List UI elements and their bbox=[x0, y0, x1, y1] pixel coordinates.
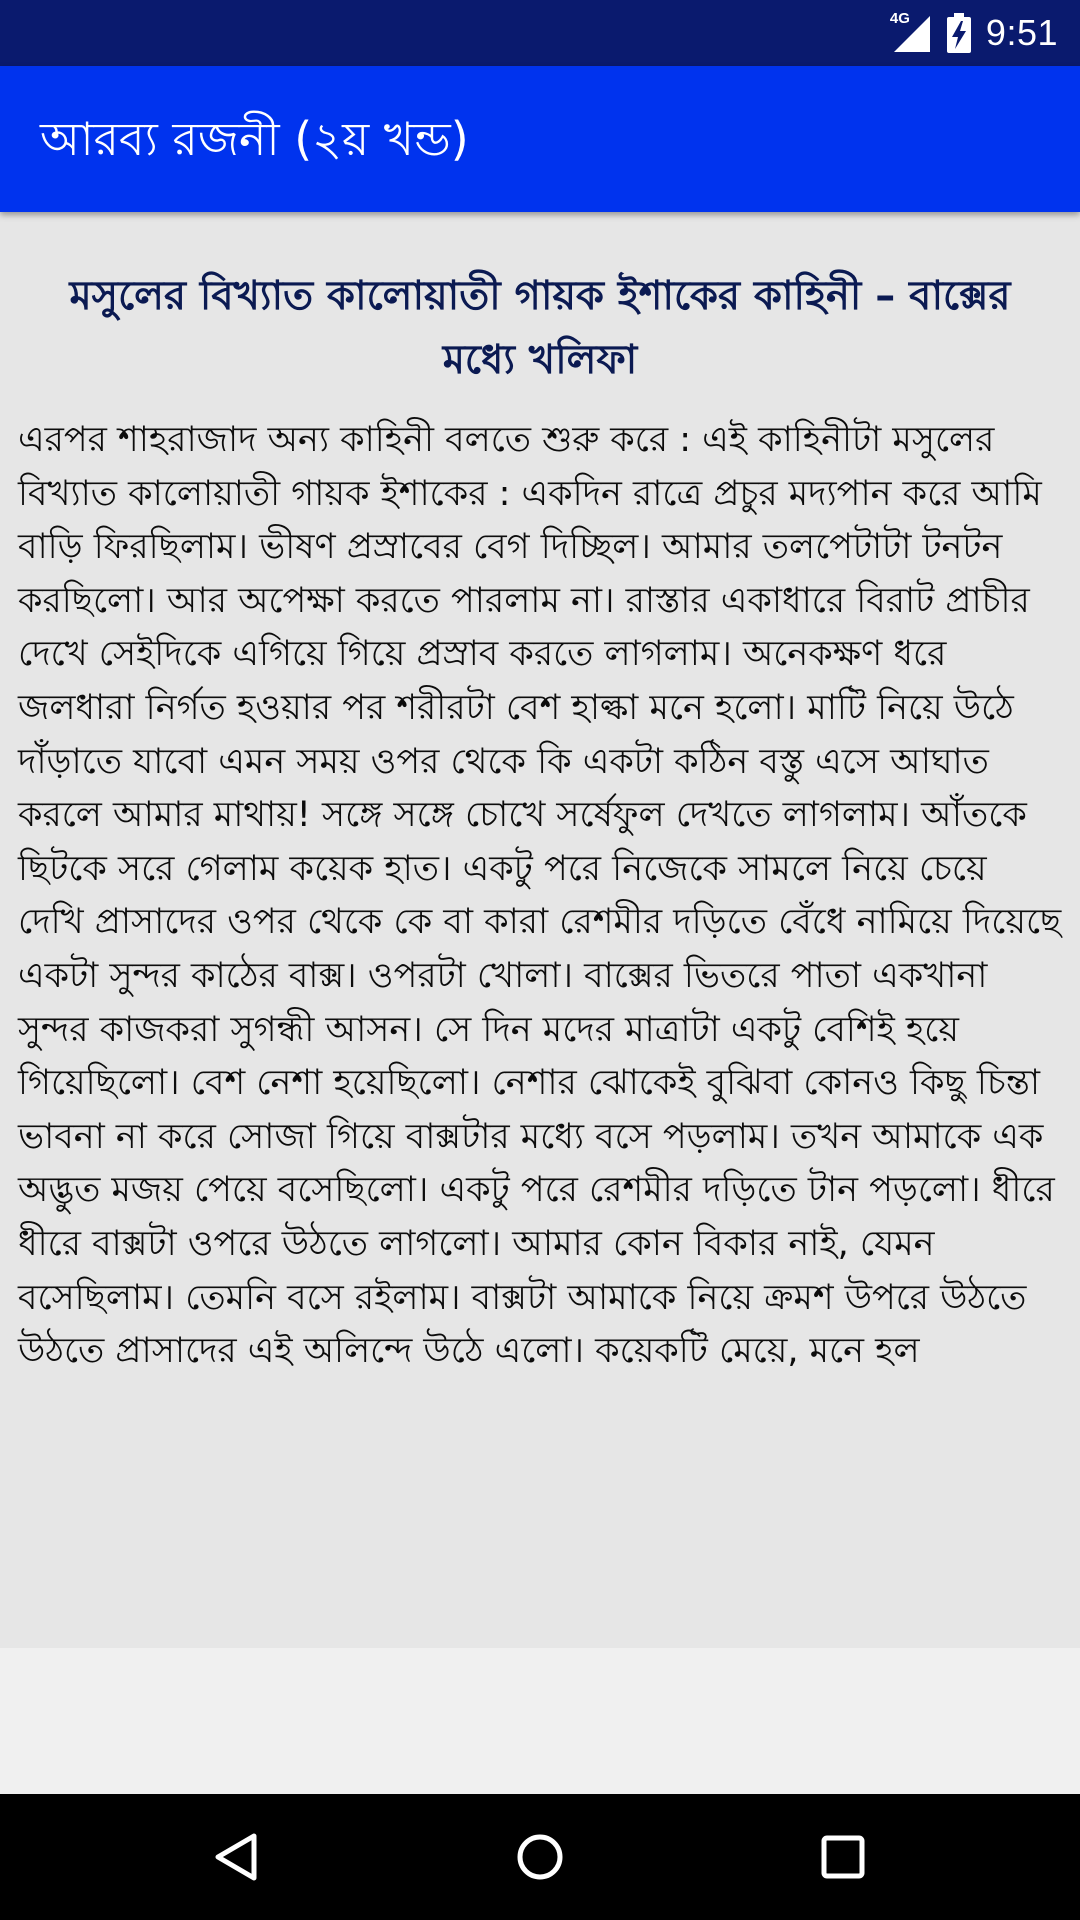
app-bar bbox=[0, 66, 1080, 212]
status-icons bbox=[890, 0, 1058, 66]
home-button[interactable] bbox=[507, 1824, 573, 1890]
network-type-label: 4G bbox=[889, 10, 910, 27]
story-body: এরপর শাহরাজাদ অন্য কাহিনী বলতে শুরু করে : এই কাহিনীটা মসুলের বিখ্যাত কালোয়াতী গায়ক ইশাকের : একদিন রাত্রে প্রচুর মদ্যপান করে আমি বাড়ি ফিরছিলাম। ভীষণ প্রস্রাবের বেগ দিচ্ছিল। আমার তলপেটাটা টনটন করছিলো। আর অপেক্ষা করতে পারলাম না। রাস্তার একাধারে বিরাট প্রাচীর দেখে সেইদিকে এগিয়ে গিয়ে প্রস্রাব করতে লাগলাম। অনেকক্ষণ ধরে জলধারা নির্গত হওয়ার পর শরীরটা বেশ হাল্কা মনে হলো। মাটি নিয়ে উঠে দাঁড়াতে যাবো এমন সময় ওপর থেকে কি একটা কঠিন বস্তু এসে আঘাত করলে আমার মাথায়! সঙ্গে সঙ্গে চোখে সর্ষেফুল দেখতে লাগলাম। আঁতকে ছিটকে সরে গেলাম কয়েক হাত। একটু পরে নিজেকে সামলে নিয়ে চেয়ে দেখি প্রাসাদের ওপর থেকে কে বা কারা রেশমীর দড়িতে বেঁধে নামিয়ে দিয়েছে একটা সুন্দর কাঠের বাক্স। ওপরটা খোলা। বাক্সের ভিতরে পাতা একখানা সুন্দর কাজকরা সুগন্ধী আসন। সে দিন মদের মাত্রাটা একটু বেশিই হয়ে গিয়েছিলো। বেশ নেশা হয়েছিলো। নেশার ঝোকেই বুঝিবা কোনও কিছু চিন্তা ভাবনা না করে সোজা গিয়ে বাক্সটার মধ্যে বসে পড়লাম। তখন আমাকে এক অদ্ভুত মজয় পেয়ে বসেছিলো। একটু পরে রেশমীর দড়িতে টান পড়লো। ধীরে ধীরে বাক্সটা ওপরে উঠতে লাগলো। আমার কোন বিকার নাই, যেমন বসেছিলাম। তেমনি বসে রইলাম। বাক্সটা আমাকে নিয়ে ক্রমশ উপরে উঠতে উঠতে প্রাসাদের এই অলিন্দে উঠে এলো। কয়েকটি মেয়ে, মনে হল bbox=[18, 420, 1062, 1372]
home-icon bbox=[515, 1832, 565, 1882]
clock: 9:51 bbox=[985, 12, 1058, 53]
battery-charging-icon bbox=[946, 12, 972, 54]
back-button[interactable] bbox=[203, 1824, 269, 1890]
signal-icon bbox=[890, 12, 932, 54]
recents-button[interactable] bbox=[810, 1824, 876, 1890]
footer-area bbox=[0, 1648, 1080, 1794]
story-content[interactable] bbox=[0, 212, 1080, 1648]
status-bar bbox=[0, 0, 1080, 66]
back-icon bbox=[213, 1832, 259, 1882]
story-title: মসুলের বিখ্যাত কালোয়াতী গায়ক ইশাকের কাহিনী – বাক্সের মধ্যে খলিফা bbox=[69, 273, 1011, 383]
recents-icon bbox=[820, 1834, 866, 1880]
navigation-bar bbox=[0, 1794, 1080, 1920]
app-title: আরব্য রজনী (২য় খন্ড) bbox=[40, 112, 469, 166]
